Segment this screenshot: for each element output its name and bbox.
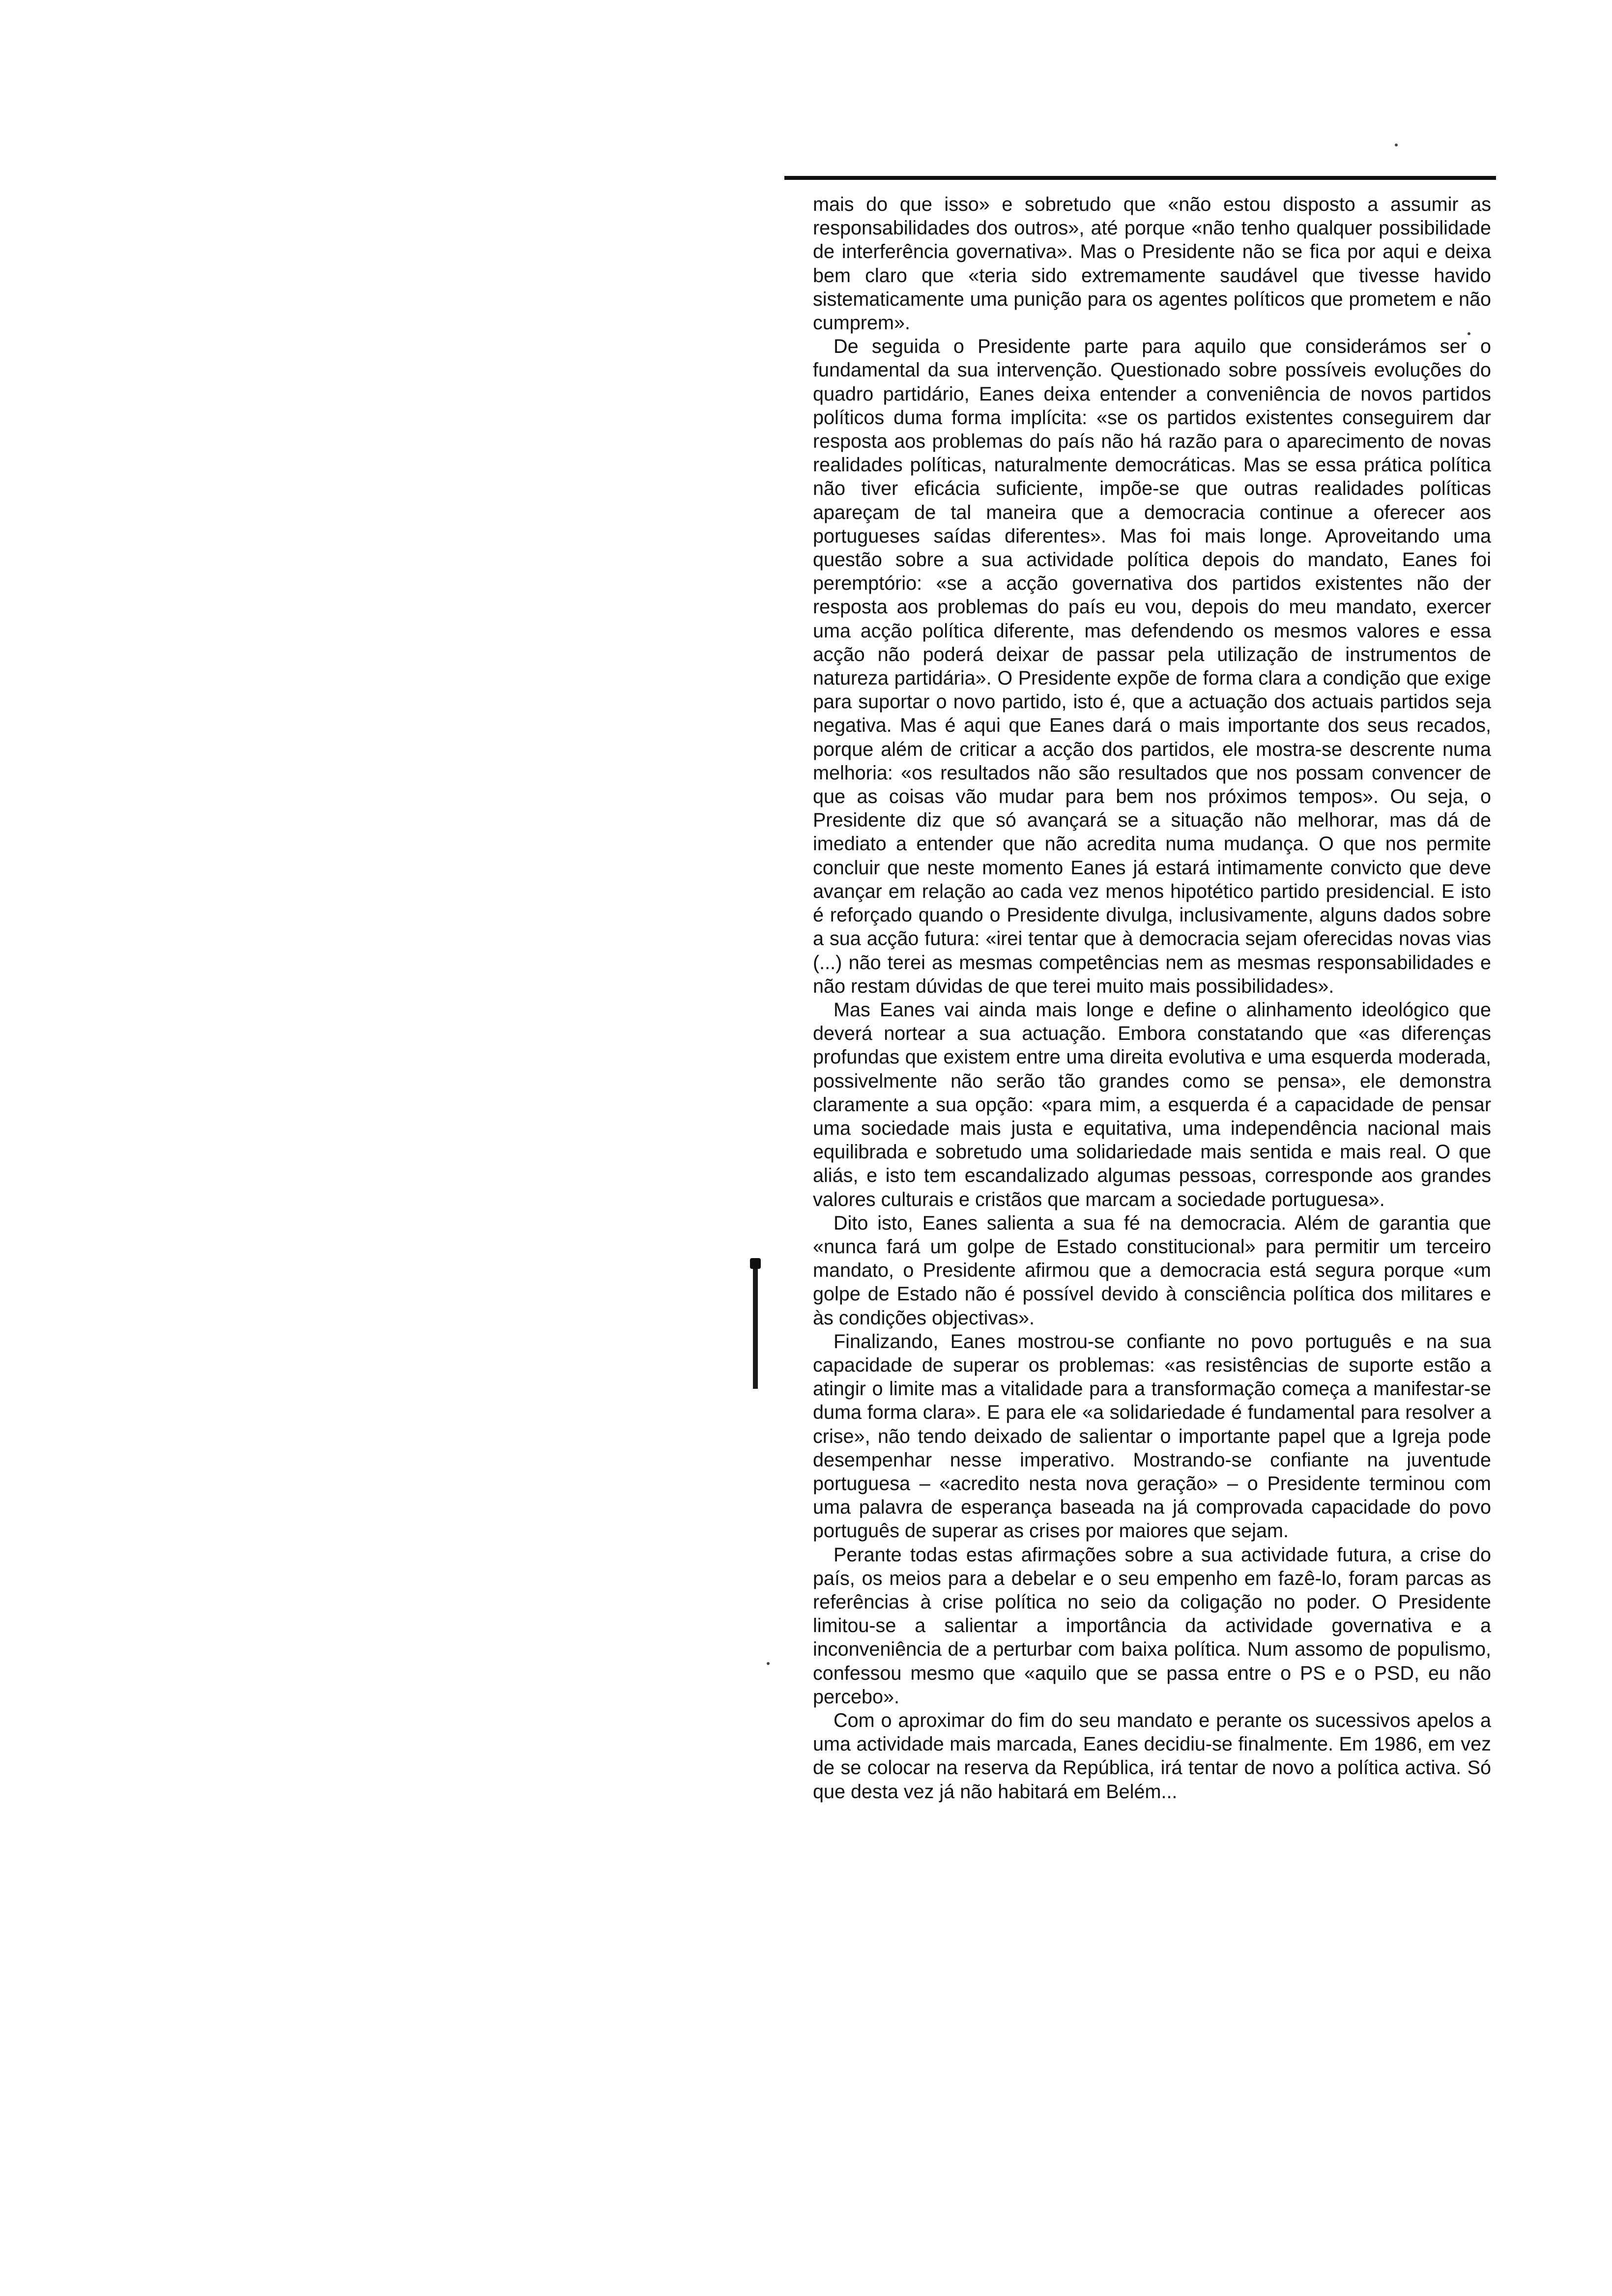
margin-annotation-bar xyxy=(753,1260,758,1389)
article-paragraph-7: Com o aproximar do fim do seu mandato e perante os sucessivos apelos a uma actividade mais marcada, Eanes decidiu-se finalmente. Em 1986, em vez de se colocar na reserva da República, irá tentar de novo a política activa. Só que desta vez já não habitará em Belém... xyxy=(813,1710,1491,1803)
article-paragraph-1: mais do que isso» e sobretudo que «não estou disposto a assumir as responsabilidades dos outros», até porque «não tenho qualquer possibilidade de interferência governativa». Mas o Presidente não se fica por aqui e deixa bem claro que «teria sido extremamente saudável que tivesse havido sistematicamente uma punição para os agentes políticos que prometem e não cumprem». xyxy=(813,194,1491,334)
article-paragraph-5: Finalizando, Eanes mostrou-se confiante no povo português e na sua capacidade de superar os problemas: «as resistências de suporte estão a atingir o limite mas a vitalidade para a transformação começa a manifestar-se duma forma clara». E para ele «a solidariedade é fundamental para resolver a crise», não tendo deixado de salientar o importante papel que a Igreja pode desempenhar nesse imperativo. Mostrando-se confiante na juventude portuguesa – «acredito nesta nova geração» – o Presidente terminou com uma palavra de esperança baseada na já comprovada capacidade do povo português de superar as crises por maiores que sejam. xyxy=(813,1330,1491,1542)
scan-speck xyxy=(767,1662,770,1665)
scan-speck xyxy=(1468,332,1470,335)
article-paragraph-3: Mas Eanes vai ainda mais longe e define o alinhamento ideológico que deverá nortear a sua actuação. Embora constatando que «as diferenças profundas que existem entre uma direita evolutiva e uma esquerda moderada, possivelmente não serão tão grandes como se pensa», ele demonstra claramente a sua opção: «para mim, a esquerda é a capacidade de pensar uma sociedade mais justa e equitativa, uma independência nacional mais equilibrada e sobretudo uma solidariedade mais sentida e mais real. O que aliás, e isto tem escandalizado algumas pessoas, corresponde aos grandes valores culturais e cristãos que marcam a sociedade portuguesa». xyxy=(813,999,1491,1210)
article-paragraph-4: Dito isto, Eanes salienta a sua fé na democracia. Além de garantia que «nunca fará um golpe de Estado constitucional» para permitir um terceiro mandato, o Presidente afirmou que a democracia está segura porque «um golpe de Estado não é possível devido à consciência política dos militares e às condições objectivas». xyxy=(813,1212,1491,1329)
article-column xyxy=(813,193,1491,1804)
header-rule xyxy=(784,176,1496,180)
article-paragraph-2: De seguida o Presidente parte para aquilo que considerámos ser o fundamental da sua intervenção. Questionado sobre possíveis evoluções do quadro partidário, Eanes deixa entender a conveniência de novos partidos políticos duma forma implícita: «se os partidos existentes conseguirem dar resposta aos problemas do país não há razão para o aparecimento de novas realidades políticas, naturalmente democráticas. Mas se essa prática política não tiver eficácia suficiente, impõe-se que outras realidades políticas apareçam de tal maneira que a democracia continue a oferecer aos portugueses saídas diferentes». Mas foi mais longe. Aproveitando uma questão sobre a sua actividade política depois do mandato, Eanes foi peremptório: «se a acção governativa dos partidos existentes não der resposta aos problemas do país eu vou, depois do meu mandato, exercer uma acção política diferente, mas defendendo os mesmos valores e essa acção não poderá deixar de passar pela utilização de instrumentos de natureza partidária». O Presidente expõe de forma clara a condição que exige para suportar o novo partido, isto é, que a actuação dos actuais partidos seja negativa. Mas é aqui que Eanes dará o mais importante dos seus recados, porque além de criticar a acção dos partidos, ele mostra-se descrente numa melhoria: «os resultados não são resultados que nos possam convencer de que as coisas vão mudar para bem nos próximos tempos». Ou seja, o Presidente diz que só avançará se a situação não melhorar, mas dá de imediato a entender que não acredita numa mudança. O que nos permite concluir que neste momento Eanes já estará intimamente convicto que deve avançar em relação ao cada vez menos hipotético partido presidencial. E isto é reforçado quando o Presidente divulga, inclusivamente, alguns dados sobre a sua acção futura: «irei tentar que à democracia sejam oferecidas novas vias (...) não terei as mesmas competências nem as mesmas responsabilidades e não restam dúvidas de que terei muito mais possibilidades». xyxy=(813,336,1491,997)
scan-speck xyxy=(1395,144,1398,146)
article-paragraph-6: Perante todas estas afirmações sobre a sua actividade futura, a crise do país, os meios para a debelar e o seu empenho em fazê-lo, foram parcas as referências à crise política no seio da coligação no poder. O Presidente limitou-se a salientar a importância da actividade governativa e a inconveniência de a perturbar com baixa política. Num assomo de populismo, confessou mesmo que «aquilo que se passa entre o PS e o PSD, eu não percebo». xyxy=(813,1544,1491,1708)
